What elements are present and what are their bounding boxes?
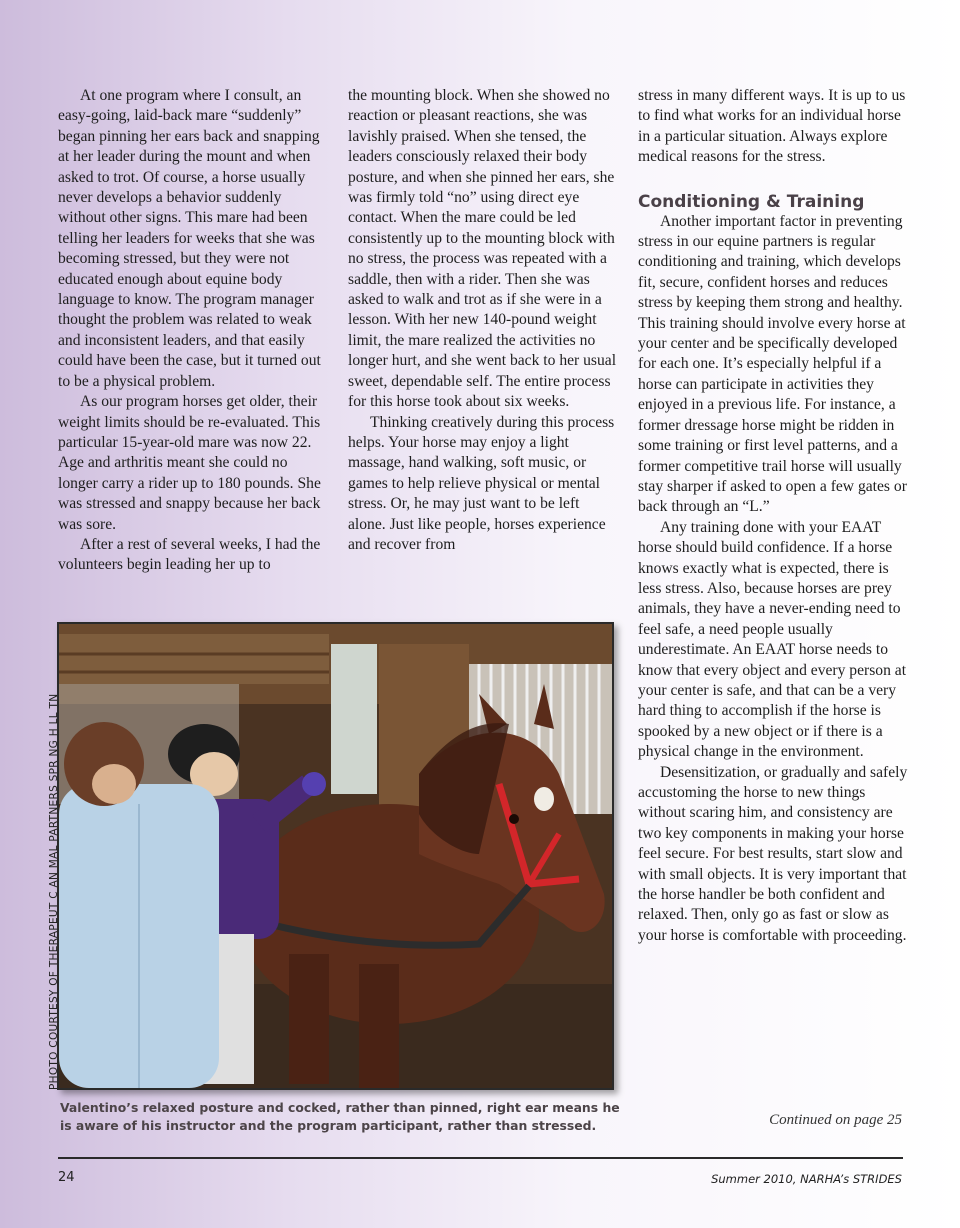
paragraph: Any training done with your EAAT horse should build confidence. If a horse knows exactly what is expected, there is less stress. Also, because horses are prey animals, they have a never-ending need to feel safe, a need people usually underestimate. An EAAT horse needs to know that every object and every person at your center is safe, and that can be a very hard thing to accomplish if the horse is spooked by a new object or if there is a physical change in the environment. bbox=[638, 518, 907, 761]
paragraph: As our program horses get older, their weight limits should be re-evaluated. This particular 15-year-old mare was now 22. Age and arthritis meant she could no longer carry a rider up to 180 pounds. She was stressed and snappy because her back was sore. bbox=[58, 393, 321, 533]
article-column-3 bbox=[638, 86, 910, 946]
article-column-2 bbox=[348, 86, 618, 555]
paragraph: After a rest of several weeks, I had the volunteers begin leading her up to bbox=[58, 535, 321, 574]
horse-grooming-illustration bbox=[59, 624, 612, 1088]
article-column-1 bbox=[58, 86, 330, 576]
paragraph: stress in many different ways. It is up to us to find what works for an individual horse in a particular situation. Always explore medical reasons for the stress. bbox=[638, 87, 906, 166]
paragraph: the mounting block. When she showed no reaction or pleasant reactions, she was lavishly praised. When she tensed, the leaders consciously relaxed their body posture, and when she pinned her ears, she was firmly told “no” using direct eye contact. When the mare could be led consistently up to the mounting block with no stress, the process was repeated with a saddle, then with a rider. Then she was asked to walk and trot as if she were in a lesson. With her new 140-pound weight limit, the mare realized the activities no longer hurt, and she went back to her usual sweet, dependable self. The entire process for this horse took about six weeks. bbox=[348, 87, 617, 411]
footer-divider bbox=[58, 1157, 903, 1159]
photo-caption: Valentino’s relaxed posture and cocked, rather than pinned, right ear means he is aware of his instructor and the program participant, rather than stressed. bbox=[60, 1100, 620, 1133]
article-photo bbox=[57, 622, 614, 1090]
paragraph: Thinking creatively during this process helps. Your horse may enjoy a light massage, hand walking, soft music, or games to help relieve physical or mental stress. Or, he may just want to be left alone. Just like people, horses experience and recover from bbox=[348, 413, 615, 553]
photo-credit: PHOTO COURTESY OF THERAPEUT C AN MAL PARTNERS SPR NG H LL TN bbox=[48, 693, 60, 1090]
paragraph: Another important factor in preventing stress in our equine partners is regular conditioning and training, which develops fit, secure, confident horses and reduces stress by keeping them strong and healthy. This training should involve every horse at your center and be specifically developed for each one. It’s especially helpful if a horse can participate in activities they enjoyed in a previous life. For instance, a former dressage horse might be ridden in some training or first level patterns, and a former competitive trail horse will usually stay sharper if asked to open a few gates or back through an “L.” bbox=[638, 212, 907, 516]
publication-info: Summer 2010, NARHA’s STRIDES bbox=[711, 1172, 902, 1186]
paragraph: At one program where I consult, an easy-going, laid-back mare “suddenly” began pinning her ears back and snapping at her leader during the mount and when asked to trot. Of course, a horse usually never develops a behavior suddenly without other signs. This mare had been telling her leaders for weeks that she was becoming stressed, but they were not educated enough about equine body language to know. The program manager thought the problem was related to weak and inconsistent leaders, and that easily could have been the case, but it turned out to be a physical problem. bbox=[58, 87, 321, 390]
section-heading: Conditioning & Training bbox=[638, 191, 865, 212]
paragraph: Desensitization, or gradually and safely accustoming the horse to new things without scaring him, and consistency are two key components in making your horse feel secure. For best results, start slow and with small objects. It is very important that the horse handler be both confident and relaxed. Then, only go as fast or slow as your horse is comfortable with proceeding. bbox=[638, 763, 908, 944]
page-number: 24 bbox=[58, 1170, 75, 1185]
continued-link[interactable]: Continued on page 25 bbox=[769, 1112, 902, 1128]
